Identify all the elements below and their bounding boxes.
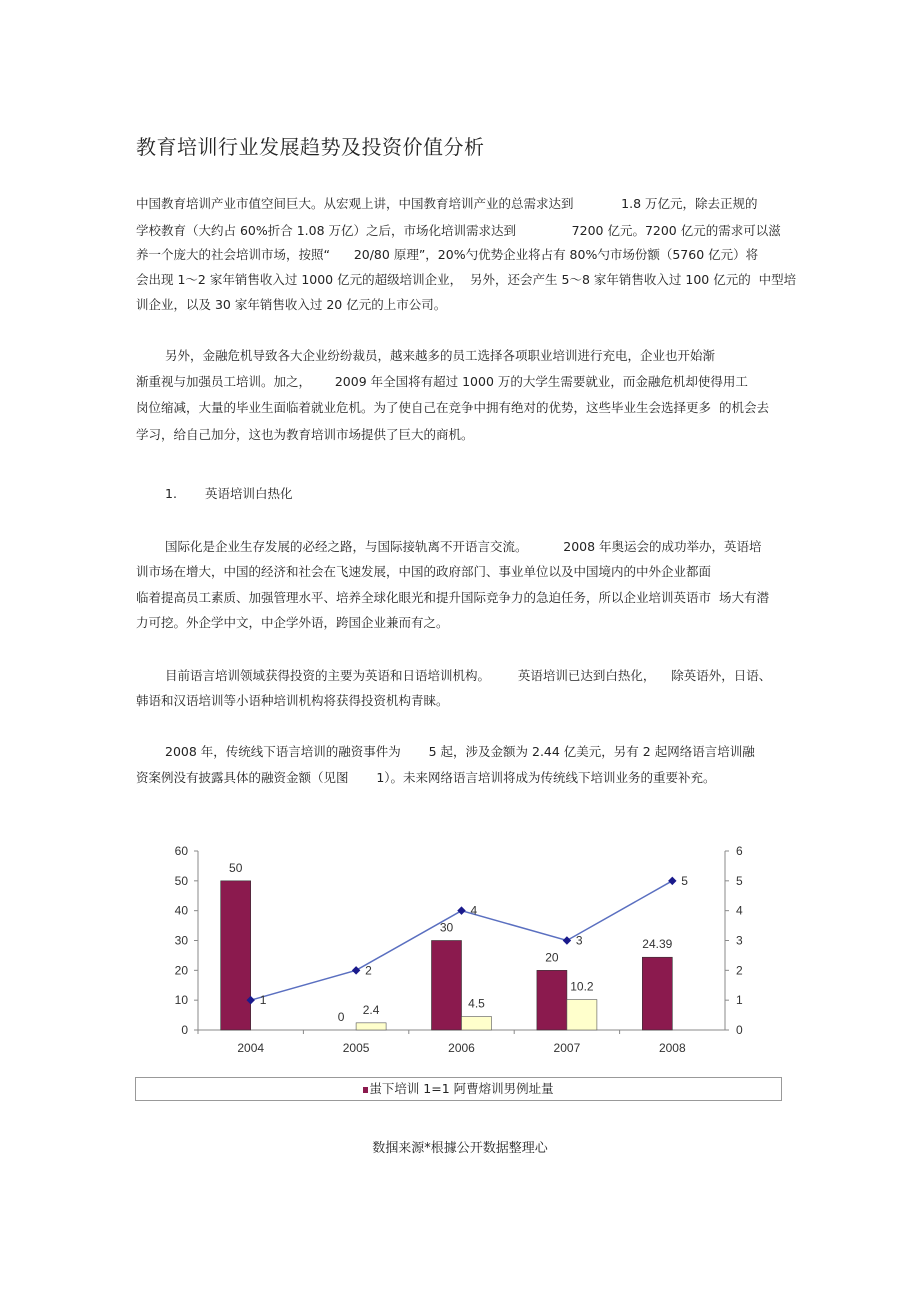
bar-secondary	[567, 1000, 597, 1030]
legend-label: 蚩下培训 1=1 阿曹熔训男例址量	[369, 1081, 554, 1096]
y-tick-label-left: 20	[174, 963, 188, 978]
line-point-label: 2	[365, 963, 372, 978]
bar-primary-label: 30	[439, 920, 454, 935]
line-marker	[563, 936, 571, 944]
y-tick-label-left: 50	[174, 873, 188, 888]
paragraph-1-line: 训企业，以及 30 家年销售收入过 20 亿元的上市公司。	[136, 297, 447, 312]
y-tick-label-left: 10	[174, 993, 188, 1008]
chart-legend	[135, 1077, 782, 1101]
line-marker	[457, 906, 465, 914]
bar-primary	[221, 881, 251, 1030]
x-tick-label: 2006	[448, 1041, 475, 1055]
bar-primary-label: 0	[337, 1010, 345, 1024]
paragraph-5-line: 资案例没有披露具体的融资金额（见图 1）。未来网络语言培训将成为传统线下培训业务的重要补充。	[136, 770, 716, 785]
bar-primary-label: 50	[229, 860, 243, 875]
bar-primary	[537, 970, 567, 1030]
paragraph-3-line: 临着提高员工素质、加强管理水平、培养全球化眼光和提升国际竞争力的急迫任务，所以企业培训英语市 场大有潜	[136, 590, 769, 605]
line-point-label: 1	[259, 993, 267, 1008]
paragraph-4-line: 韩语和汉语培训等小语种培训机构将获得投资机构青睐。	[136, 693, 449, 708]
y-tick-label-right: 6	[736, 844, 743, 858]
y-tick-label-right: 4	[736, 903, 743, 918]
bar-secondary	[356, 1023, 386, 1030]
bar-primary	[432, 941, 462, 1031]
y-tick-label-left: 30	[174, 933, 188, 948]
bar-secondary-label: 4.5	[468, 996, 485, 1011]
x-tick-label: 2008	[658, 1041, 686, 1055]
paragraph-2-line: 渐重视与加强员工培训。加之， 2009 年全国将有超过 1000 万的大学生需要就业，而金融危机却使得用工	[136, 374, 748, 389]
chart-svg	[160, 838, 760, 1068]
line-point-label: 5	[681, 873, 688, 888]
bar-secondary-label: 2.4	[362, 1002, 380, 1017]
x-tick-label: 2004	[237, 1041, 265, 1055]
paragraph-2-line: 学习，给自己加分，这也为教育培训市场提供了巨大的商机。	[136, 427, 474, 442]
y-tick-label-right: 1	[736, 993, 743, 1008]
bar-secondary	[462, 1017, 492, 1030]
bar-primary	[642, 957, 672, 1030]
financing-chart	[160, 838, 760, 1068]
y-tick-label-right: 5	[736, 873, 743, 888]
page-title: 教育培训行业发展趋势及投资价值分析	[136, 135, 485, 159]
y-tick-label-left: 0	[181, 1023, 188, 1037]
bar-primary-label: 24.39	[642, 937, 673, 952]
y-tick-label-right: 2	[736, 963, 743, 978]
section-heading: 英语培训白热化	[205, 486, 293, 501]
paragraph-1-line: 学校教育（大约占 60%折合 1.08 万亿）之后，市场化培训需求达到 7200 亿元。7200 亿元的需求可以滋	[136, 223, 781, 238]
bar-secondary-label: 10.2	[570, 979, 594, 994]
data-source-note: 数掴来源*根據公开数据整理心	[372, 1141, 548, 1156]
paragraph-1-line: 会出现 1～2 家年销售收入过 1000 亿元的超级培训企业， 另外，还会产生 5～8 家年销售收入过 100 亿元的 中型培	[136, 272, 797, 287]
x-tick-label: 2005	[342, 1041, 370, 1055]
y-tick-label-left: 40	[174, 903, 188, 918]
y-tick-label-right: 3	[736, 933, 743, 948]
section-number: 1.	[165, 486, 177, 501]
y-tick-label-right: 0	[736, 1023, 743, 1037]
x-tick-label: 2007	[553, 1041, 581, 1055]
line-marker	[668, 877, 676, 885]
line-marker	[352, 966, 360, 974]
paragraph-1-line: 养一个庞大的社会培训市场，按照“ 20/80 原理”，20%勺优势企业将占有 80%勺市场份额（5760 亿元）将	[136, 247, 759, 262]
y-tick-label-left: 60	[174, 844, 188, 858]
paragraph-4-line: 目前语言培训领域获得投资的主要为英语和日语培训机构。 英语培训已达到白热化， 除英语外，日语、	[165, 668, 772, 683]
paragraph-5-line: 2008 年，传统线下语言培训的融资事件为 5 起，涉及金额为 2.44 亿美元，另有 2 起网络语言培训融	[165, 744, 755, 759]
paragraph-3-line: 训市场在增大，中国的经济和社会在飞速发展，中国的政府部门、事业单位以及中国境内的中外企业都面	[136, 564, 712, 579]
line-point-label: 3	[575, 933, 583, 948]
paragraph-1-line: 中国教育培训产业市值空间巨大。从宏观上讲，中国教育培训产业的总需求达到 1.8 万亿元，除去正规的	[136, 196, 758, 211]
paragraph-3-line: 力可挖。外企学中文，中企学外语，跨国企业兼而有之。	[136, 615, 449, 630]
paragraph-2-line: 岗位缩减，大量的毕业生面临着就业危机。为了使自己在竞争中拥有绝对的优势，这些毕业生会选择更多 的机会去	[136, 400, 769, 415]
paragraph-3-line: 国际化是企业生存发展的必经之路，与国际接轨离不开语言交流。 2008 年奥运会的成功举办，英语培	[165, 539, 762, 554]
legend-swatch	[363, 1087, 368, 1093]
line-point-label: 4	[470, 903, 478, 918]
paragraph-2-line: 另外，金融危机导致各大企业纷纷裁员，越来越多的员工选择各项职业培训进行充电，企业也开始渐	[165, 348, 716, 363]
bar-primary-label: 20	[545, 950, 559, 965]
